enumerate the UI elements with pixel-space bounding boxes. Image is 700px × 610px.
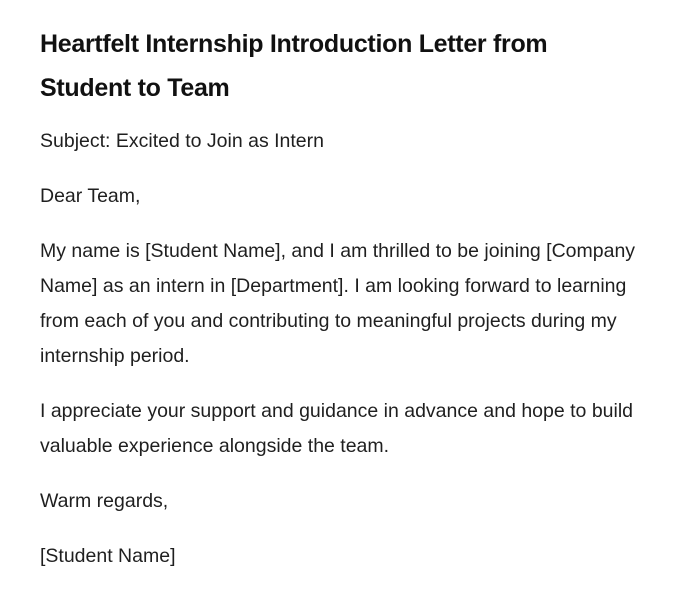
- letter-title: Heartfelt Internship Introduction Letter from Student to Team: [40, 30, 548, 102]
- letter-greeting: Dear Team,: [40, 185, 141, 207]
- letter-closing: Warm regards,: [40, 490, 169, 512]
- letter-subject: Subject: Excited to Join as Intern: [40, 130, 324, 152]
- letter-signature: [Student Name]: [40, 545, 176, 567]
- letter-body-paragraph-1: My name is [Student Name], and I am thrilled to be joining [Company Name] as an intern in [Department]. I am looking forward to learning from each of you and contributing to meaningful projects during my internship period.: [40, 240, 636, 367]
- letter-body-paragraph-2: I appreciate your support and guidance in advance and hope to build valuable experience alongside the team.: [40, 400, 634, 457]
